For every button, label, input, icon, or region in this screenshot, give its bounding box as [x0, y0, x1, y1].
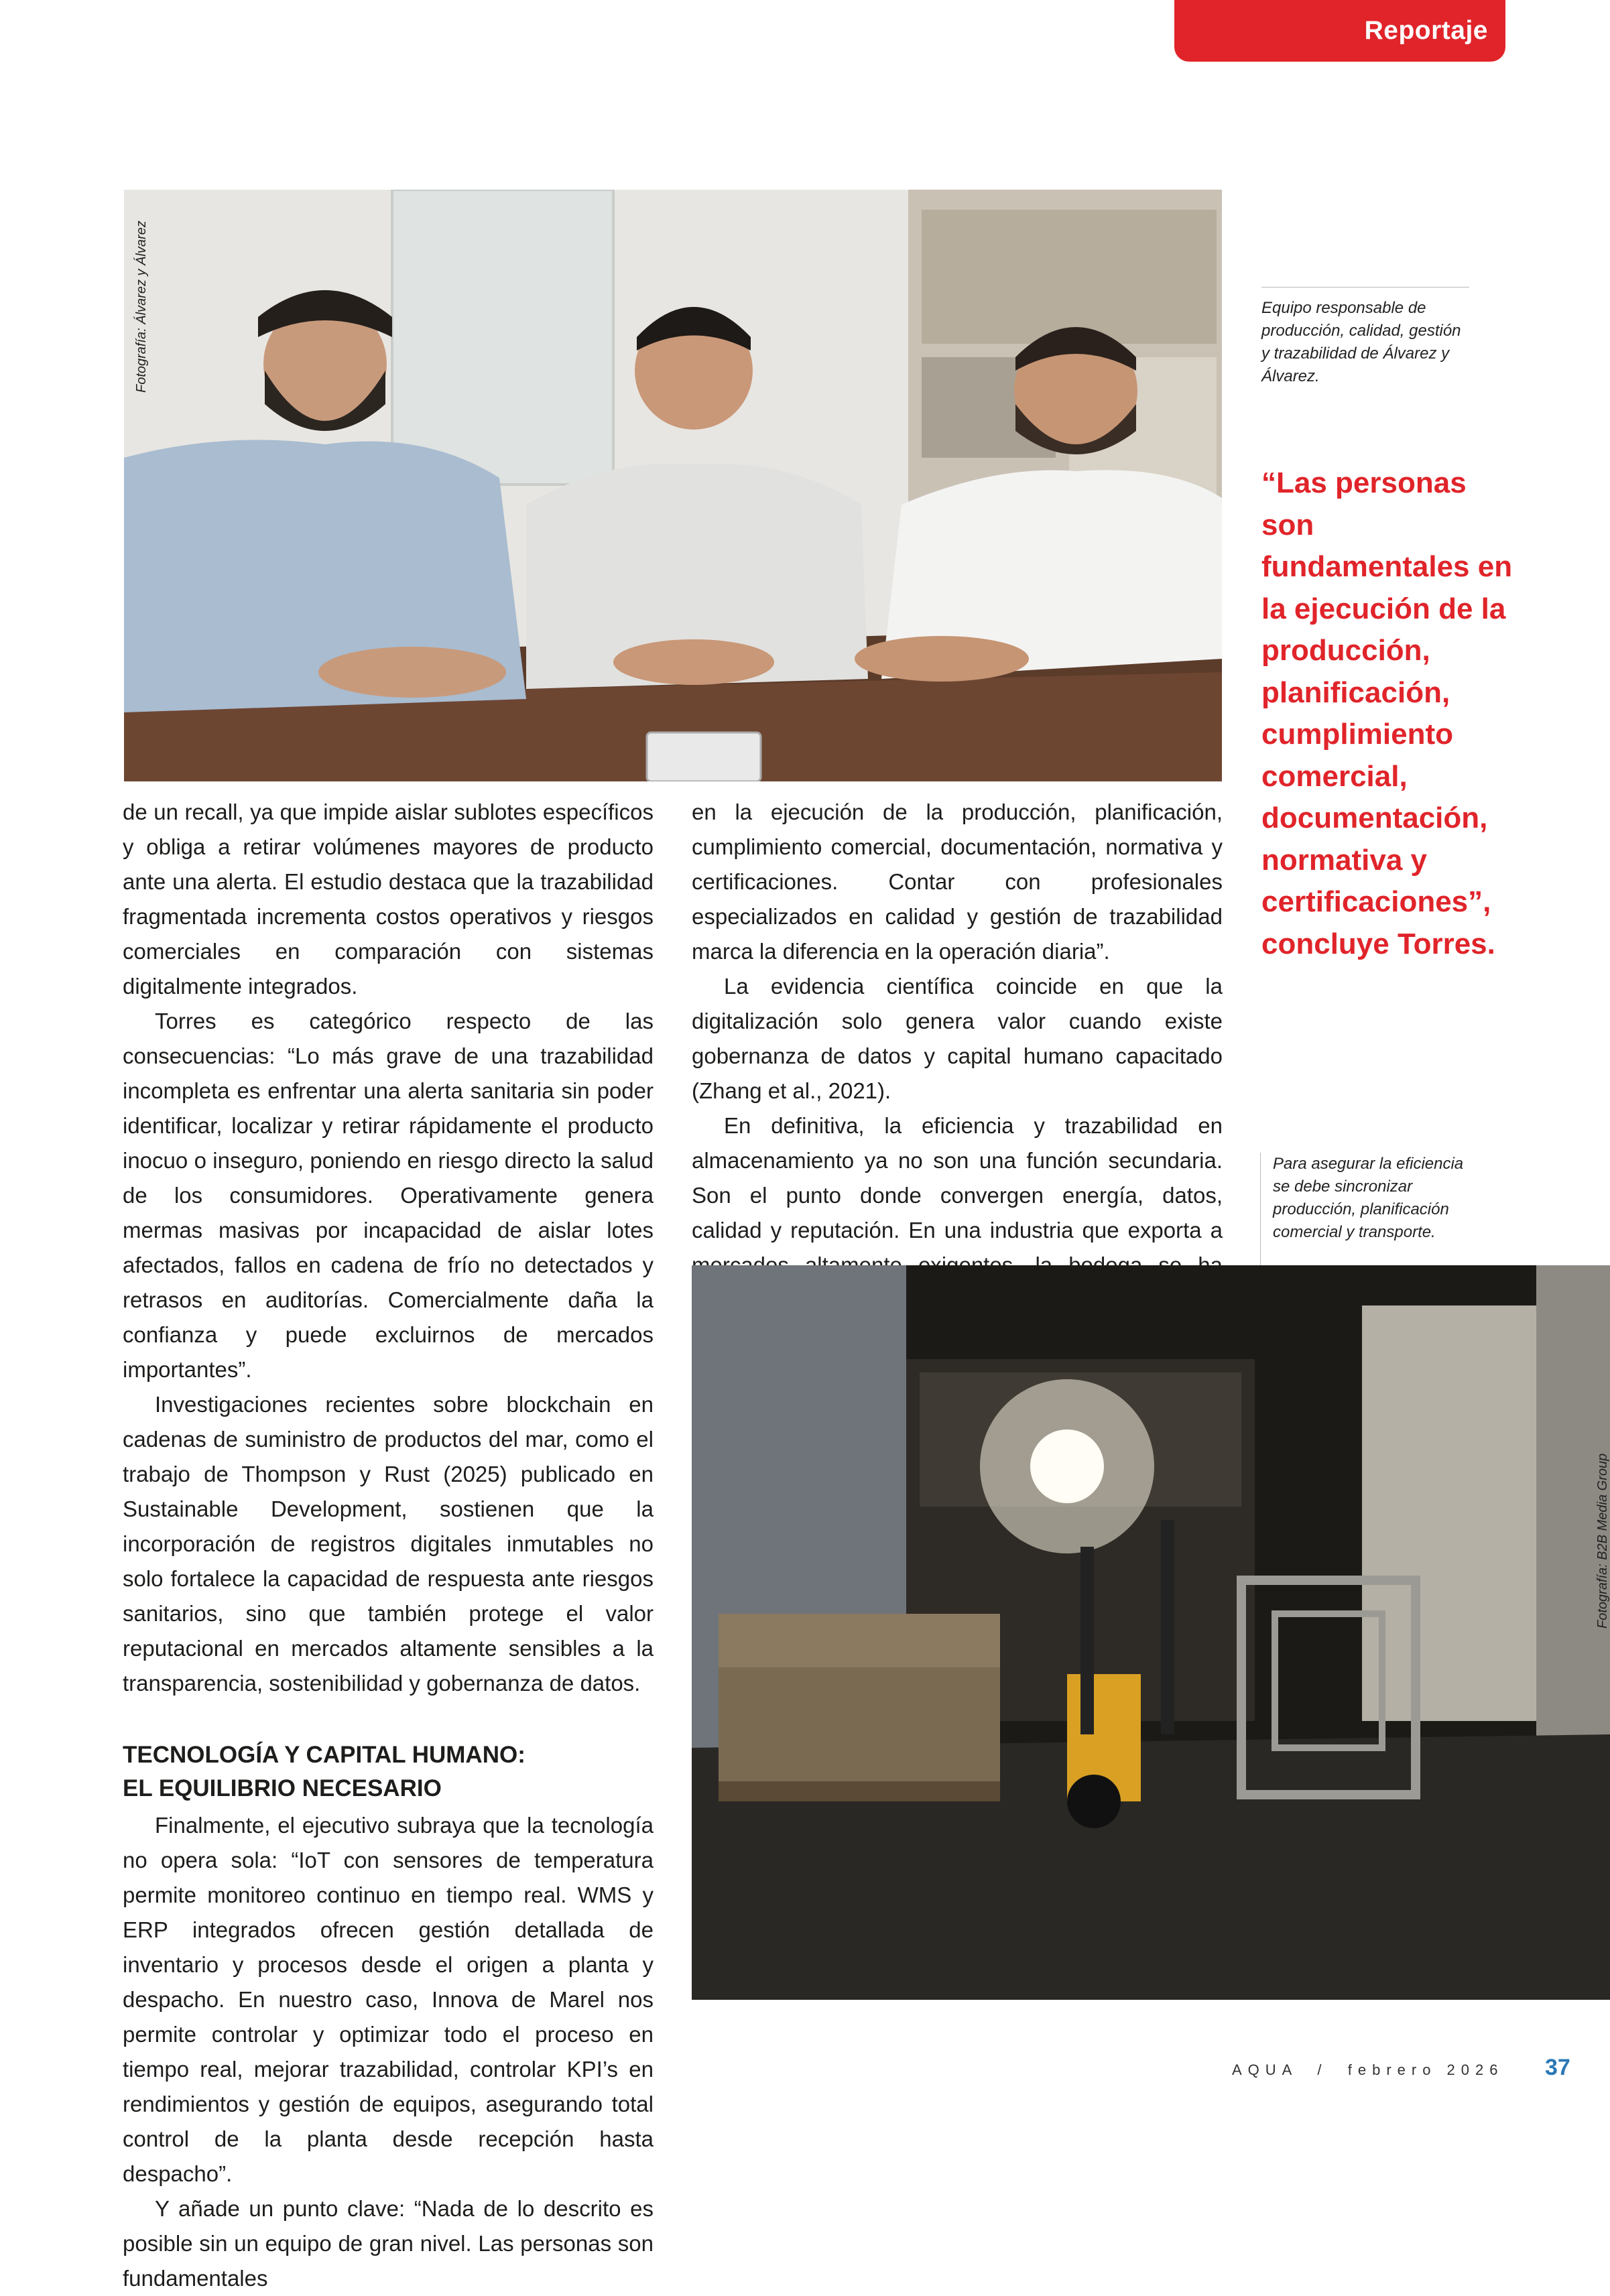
warehouse-photo	[692, 1265, 1610, 2000]
section-heading-line-1: TECNOLOGÍA Y CAPITAL HUMANO:	[123, 1742, 525, 1768]
middle-paragraph: en la ejecución de la producción, planificación, cumplimiento comercial, documentación, normativa y certificaciones. Contar con profesionales especializados en calidad y gestión de trazabilidad marca la diferencia en la operación diaria”.	[692, 800, 1223, 964]
team-photo	[124, 190, 1222, 781]
top-photo-credit: Fotografía: Álvarez y Álvarez	[134, 220, 149, 393]
footer-separator: /	[1317, 2061, 1328, 2078]
left-paragraph: Investigaciones recientes sobre blockchain en cadenas de suministro de productos del mar, como el trabajo de Thompson y Rust (2025) publicado en Sustainable Development, sostienen que la incorporación de registros digitales inmutables no solo fortalece la capacidad de respuesta ante riesgos sanitarios, sino que también protege el valor reputacional en mercados altamente sensibles a la transparencia, sostenibilidad y gobernanza de datos.	[123, 1392, 654, 1696]
team-photo-illustration	[124, 190, 1222, 781]
section-heading	[123, 1738, 654, 1805]
issue-date: febrero 2026	[1347, 2061, 1504, 2078]
left-paragraph: Torres es categórico respecto de las consecuencias: “Lo más grave de una trazabilidad incompleta es enfrentar una alerta sanitaria sin poder identificar, localizar y retirar rápidamente el producto inocuo o inseguro, poniendo en riesgo directo la salud de los consumidores. Operativamente genera mermas masivas por incapacidad de aislar lotes afectados, fallos en cadena de frío no detectados y retrasos en auditorías. Comercialmente daña la confianza y puede excluirnos de mercados importantes”.	[123, 1009, 654, 1382]
left-paragraph: Y añade un punto clave: “Nada de lo descrito es posible sin un equipo de gran nivel. Las personas son fundamentales	[123, 2196, 654, 2291]
bottom-photo-credit: Fotografía: B2B Media Group	[1595, 1453, 1610, 1629]
section-tab: Reportaje	[1174, 0, 1505, 62]
pull-quote: “Las personas son fundamentales en la ejecución de la producción, planificación, cumplimiento comercial, documentación, normativa y certificaciones”, concluye Torres.	[1261, 466, 1513, 960]
left-column	[123, 795, 654, 2296]
left-paragraph: de un recall, ya que impide aislar sublotes específicos y obliga a retirar volúmenes mayores de producto ante una alerta. El estudio destaca que la trazabilidad fragmentada incrementa costos operativos y riesgos comerciales en comparación con sistemas digitalmente integrados.	[123, 800, 654, 999]
magazine-name: AQUA	[1232, 2061, 1298, 2078]
section-heading-line-2: EL EQUILIBRIO NECESARIO	[123, 1775, 442, 1801]
left-paragraph: Finalmente, el ejecutivo subraya que la tecnología no opera sola: “IoT con sensores de temperatura permite monitoreo continuo en tiempo real. WMS y ERP integrados ofrecen gestión detallada de inventario y procesos desde el origen a planta y despacho. En nuestro caso, Innova de Marel nos permite controlar y optimizar todo el proceso en tiempo real, mejorar trazabilidad, controlar KPI’s en rendimientos y gestión de equipos, asegurando total control de la planta desde recepción hasta despacho”.	[123, 1813, 654, 2186]
warehouse-photo-illustration	[692, 1265, 1610, 2000]
bottom-photo-caption: Para asegurar la eficiencia se debe sincronizar producción, planificación comercial y transporte.	[1260, 1153, 1474, 1265]
footer-issue	[1232, 2061, 1504, 2079]
middle-paragraph-text: En definitiva, la eficiencia y trazabilidad en almacenamiento ya no son una función secundaria. Son el punto donde convergen energía, datos, calidad y reputación. En una industria que exporta a	[692, 1113, 1223, 1242]
top-photo-caption: Equipo responsable de producción, calidad, gestión y trazabilidad de Álvarez y Álvarez.	[1261, 287, 1469, 388]
middle-paragraph: La evidencia científica coincide en que la digitalización solo genera valor cuando existe gobernanza de datos y capital humano capacitado (Zhang et al., 2021).	[692, 974, 1223, 1103]
page-number: 37	[1545, 2055, 1570, 2080]
